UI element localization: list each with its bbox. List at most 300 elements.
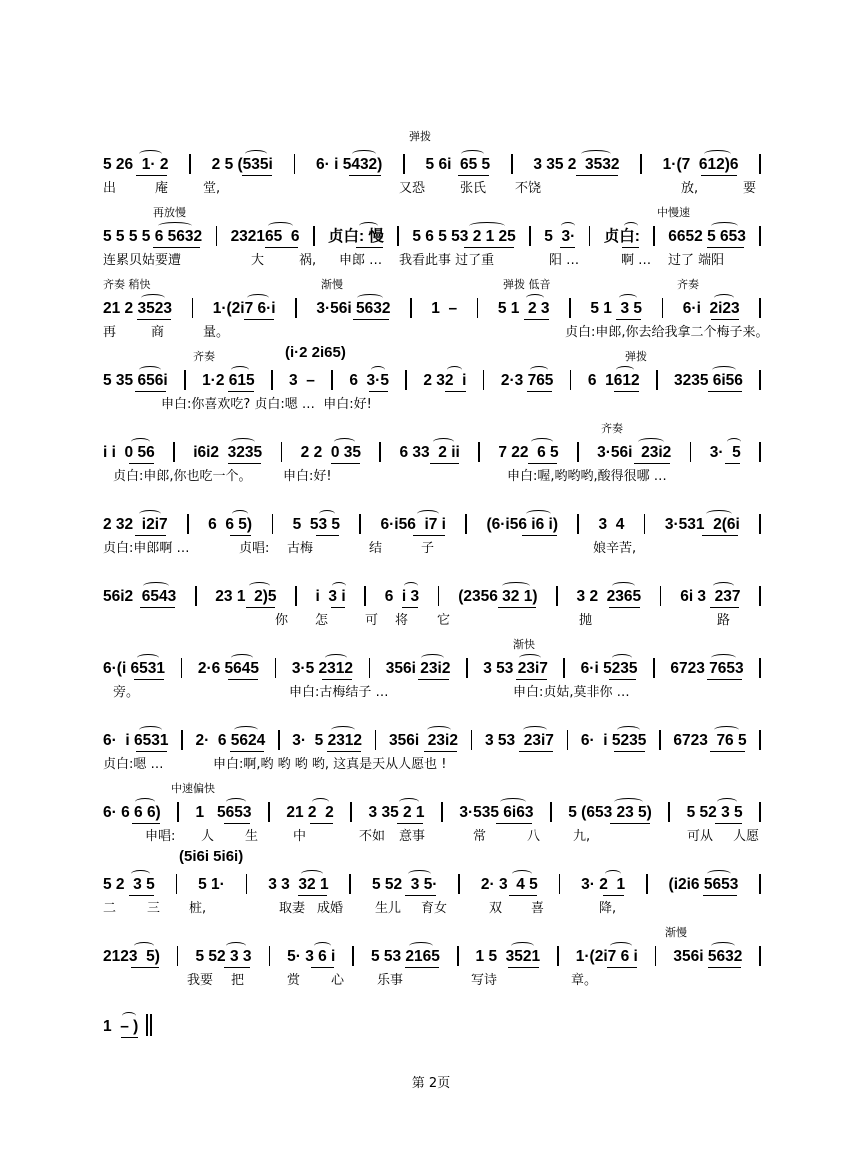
beat-underline [603,895,624,896]
slur-mark [331,726,355,734]
slur-mark [616,366,634,374]
notation-row [103,364,768,390]
measure: 5 53 2165 [370,948,440,965]
barline [359,514,361,534]
beat-underline [224,823,251,824]
beat-underline [710,607,739,608]
slur-mark [399,798,419,806]
lyrics-row [103,681,768,701]
barline [313,226,315,246]
barline [466,658,468,678]
barline [465,514,467,534]
performance-marking: 齐奏 [601,422,623,435]
beat-underline [244,319,274,320]
lyric-text: 贞白:申郎,你也吃一个。 [113,469,252,484]
lyric-text: 申白:你喜欢吃? 贞白:嗯 … 申白:好! [161,397,372,412]
beat-underline [424,751,457,752]
notation-row [103,940,768,966]
barline [410,298,412,318]
measure: 1 5653 [195,804,252,821]
measure: 5 5 5 5 6 5632 [103,228,203,245]
slur-mark [319,510,336,518]
score-line [103,130,768,208]
beat-underline [230,751,264,752]
slur-mark [408,870,431,878]
slur-mark [561,222,575,230]
measure: 5 (653 23 5) [568,804,652,821]
lyric-text: 抛 [579,613,593,628]
measure: 2·6 5645 [197,660,260,677]
slur-mark [231,654,252,662]
measure: 5 35 656i [103,372,168,389]
slur-mark [131,438,149,446]
lyric-text: 申白:古梅结子 … [289,685,389,700]
beat-underline [369,391,388,392]
beat-underline [310,823,333,824]
lyric-text: 放, [681,181,699,196]
measure: 3· 2 1 [581,876,626,893]
measure: 3·5 2312 [291,660,354,677]
score-line [103,580,768,640]
slur-mark [226,798,246,806]
barline [646,874,648,894]
beat-underline [516,679,547,680]
lyric-text: 不饶 [515,181,542,196]
barline [550,802,552,822]
lyric-text: 出 [103,181,117,196]
lyric-text: 堂, [203,181,221,196]
notation-row [103,580,768,606]
slur-mark [447,366,462,374]
measure: (2356 32 1) [458,588,538,605]
slur-mark [614,798,643,806]
barline [569,298,571,318]
slur-mark [706,510,732,518]
lyric-text: 啊 … [621,253,652,268]
beat-underline [522,535,556,536]
beat-underline [129,463,154,464]
beat-underline [708,967,741,968]
performance-marking: 中速偏快 [171,782,215,795]
slur-mark [134,942,154,950]
measure: 356i 23i2 [389,732,458,749]
measure: 23 1 2)5 [215,588,277,605]
lyric-text: 贞白:嗯 … [103,757,164,772]
measure: 3· 5 [709,444,741,461]
lyric-text: 降, [599,901,617,916]
barline [471,730,473,750]
slur-mark [612,654,632,662]
performance-marking: (5i6i 5i6i) [179,848,244,865]
beat-underline [246,607,275,608]
beat-underline [634,463,670,464]
lyric-text: 桩, [189,901,207,916]
barline [660,586,662,606]
beat-underline [711,319,738,320]
lyric-text: 申白:啊,哟 哟 哟 哟, 这真是天从人愿也 ! [213,757,447,772]
lyric-text: 可从 [687,829,714,844]
slur-mark [714,726,740,734]
measure: 3 53 23i7 [483,660,548,677]
lyric-text: 赏 [287,973,301,988]
lyric-text: 申郎 … [339,253,383,268]
measure: 3 53 23i7 [484,732,554,749]
barline [403,154,405,174]
slur-mark [143,582,169,590]
lyric-text: 申唱: [145,829,176,844]
slur-mark [523,726,547,734]
lyric-text: 我看此事 过了重 [399,253,495,268]
beat-underline [430,463,459,464]
slur-mark [712,366,736,374]
barline [294,154,296,174]
lyrics-row [103,393,768,413]
measure: 6i 3 237 [680,588,741,605]
slur-mark [433,438,454,446]
lyric-text: 人愿 [733,829,760,844]
slur-mark [332,582,346,590]
slur-mark [526,510,551,518]
measure: 5 52 3 3 [195,948,252,965]
slur-mark [526,294,544,302]
measure: 3 35 2 3532 [533,156,620,173]
measure: 1·(2i7 6 i [575,948,638,965]
slur-mark [404,582,418,590]
slur-mark [135,798,155,806]
measure: 6723 7653 [670,660,744,677]
measure: 2· 3 4 5 [480,876,538,893]
beat-underline [418,679,449,680]
final-barline [146,1014,148,1036]
beat-underline [131,967,158,968]
barline [441,802,443,822]
lyric-text: 可 [365,613,379,628]
measure: 6 1612 [587,372,640,389]
measure: 7 22 6 5 [498,444,559,461]
slur-mark [707,870,731,878]
slur-mark [581,150,611,158]
barline [640,154,642,174]
lyric-text: 心 [331,973,345,988]
measure: 6· 6 6 6) [103,804,161,821]
slur-mark [511,942,534,950]
slur-mark [530,366,548,374]
measure: 3 2 2365 [576,588,642,605]
measure: 6 33 2 ii [399,444,460,461]
performance-marking: 再放慢 [153,206,186,219]
measure: 2 2 0 35 [300,444,361,461]
barline [759,874,761,894]
measure: 3·56i 23i2 [597,444,672,461]
beat-underline [458,175,489,176]
slur-mark [469,222,505,230]
barline [275,658,277,678]
barline [278,730,280,750]
lyrics-row [103,465,768,485]
beat-underline [405,967,438,968]
measure: 3 35 2 1 [368,804,425,821]
performance-marking: 齐奏 [193,350,215,363]
slur-mark [417,510,440,518]
slur-mark [619,294,637,302]
beat-underline [614,751,645,752]
performance-marking: 弹拨 [625,350,647,363]
slur-mark [502,582,530,590]
measure: 1·(7 612)6 [662,156,739,173]
barline [759,730,761,750]
measure: 2 32 i2i7 [103,516,168,533]
measure: 3· 5 2312 [292,732,363,749]
slur-mark [359,222,379,230]
lyric-text: 祸, [299,253,317,268]
lyric-text: 生儿 [375,901,402,916]
beat-underline [136,751,167,752]
beat-underline [230,535,251,536]
lyric-text: 取妻 [279,901,306,916]
measure: 56i2 6543 [103,588,177,605]
lyric-text: 把 [231,973,245,988]
lyric-text: 写诗 [471,973,498,988]
lyric-text: 再 [103,325,117,340]
lyric-text: 喜 [531,901,545,916]
beat-underline [528,463,557,464]
slur-mark [409,942,433,950]
lyric-text: 量。 [203,325,230,340]
beat-underline [614,391,639,392]
slur-mark [141,294,165,302]
measure: 6·i 2i23 [682,300,740,317]
barline [272,514,274,534]
lyrics-row [103,537,768,557]
beat-underline [311,967,334,968]
slur-mark [301,870,322,878]
beat-underline [356,247,383,248]
measure: 21 2 3523 [103,300,172,317]
slur-mark [531,438,552,446]
beat-underline [707,679,742,680]
measure: 1·(2i7 6·i [212,300,276,317]
barline [759,514,761,534]
lyric-text: 又恐 [399,181,426,196]
beat-underline [136,175,167,176]
measure: 6 3·5 [349,372,389,389]
beat-underline [708,391,741,392]
lyric-text: 不如 [359,829,386,844]
barline [556,586,558,606]
measure: 3·531 2(6i [664,516,740,533]
beat-underline [327,751,361,752]
measure: 3235 6i56 [673,372,743,389]
beat-underline [496,823,532,824]
performance-marking: 中慢速 [657,206,690,219]
lyric-text: 路 [717,613,731,628]
barline [655,946,657,966]
lyric-text: 贞白:申郎啊 … [103,541,190,556]
barline [529,226,531,246]
lyric-text: 九, [573,829,591,844]
slur-mark [519,654,542,662]
slur-mark [371,366,385,374]
measure: 3 3 32 1 [268,876,329,893]
measure: 5 52 3 5· [371,876,438,893]
barline [281,442,283,462]
measure: 6 i 3 [384,588,420,605]
beat-underline [405,895,436,896]
lyric-text: 娘辛苦, [593,541,637,556]
performance-marking: 弹拨 低音 [503,278,551,291]
barline [269,946,271,966]
slur-mark [617,726,640,734]
notation-row [103,796,768,822]
barline [405,370,407,390]
measure: 232165 6 [230,228,300,245]
lyrics-row [103,1039,768,1059]
slur-mark [131,870,149,878]
barline [644,514,646,534]
beat-underline [707,247,744,248]
barline [375,730,377,750]
measure: 5 1 2 3 [497,300,550,317]
slur-mark [139,510,162,518]
barline [184,370,186,390]
beat-underline [316,535,339,536]
lyrics-row [103,321,768,341]
beat-underline [331,463,360,464]
slur-mark [312,798,329,806]
slur-mark [234,726,258,734]
beat-underline [228,391,253,392]
measure: 6·i56 i7 i [380,516,446,533]
barline [352,946,354,966]
slur-mark [139,366,162,374]
slur-mark [612,582,635,590]
beat-underline [464,247,514,248]
barline [176,874,178,894]
beat-underline [576,175,617,176]
lyric-text: 生 [245,829,259,844]
measure: 21 2 2 [286,804,334,821]
measure: 5· 3 6 i [287,948,336,965]
beat-underline [609,607,640,608]
performance-marking: 齐奏 稍快 [103,278,151,291]
slur-mark [352,150,375,158]
score-line [103,1010,768,1070]
measure: 5 6i 65 5 [425,156,491,173]
measure: i 3 i [315,588,346,605]
score-line [103,206,768,280]
barline [759,802,761,822]
slur-mark [427,726,451,734]
barline [759,154,761,174]
measure: (i2i6 5653 [668,876,739,893]
lyric-text: 二 [103,901,117,916]
measure: 3·56i 5632 [316,300,391,317]
slur-mark [512,870,532,878]
lyric-text: 古梅 [287,541,314,556]
measure: 5 2 3 5 [103,876,155,893]
measure: 2123 5) [103,948,160,965]
beat-underline [609,679,636,680]
performance-marking: (i·2 2i65) [285,344,346,361]
barline [570,370,572,390]
slur-mark [605,870,620,878]
beat-underline [228,679,257,680]
barline [268,802,270,822]
slur-mark [139,726,162,734]
lyric-text: 旁。 [113,685,140,700]
page-number: 第 2页 [411,1076,451,1091]
performance-marking: 渐快 [513,638,535,651]
beat-underline [519,751,552,752]
score-line [103,344,768,424]
notation-row [103,1010,768,1036]
barline [483,370,485,390]
lyrics-row [103,969,768,989]
beat-underline [397,823,424,824]
lyric-text: 成婚 [317,901,344,916]
measure: 6·i 5235 [580,660,638,677]
barline [216,226,218,246]
beat-underline [524,319,549,320]
barline [295,298,297,318]
measure: 5 1· [198,876,225,893]
beat-underline [616,319,641,320]
barline [369,658,371,678]
performance-marking: 弹拨 [409,130,431,143]
barline [577,442,579,462]
barline [195,586,197,606]
barline [577,514,579,534]
lyric-text: 申白:喔,哟哟哟,酸得很哪 … [507,469,667,484]
slur-mark [714,294,734,302]
slur-mark [727,438,741,446]
slur-mark [638,438,664,446]
measure: 6· i 5432) [316,156,383,173]
performance-marking: 齐奏 [677,278,699,291]
beat-underline [701,175,737,176]
measure: 5 52 3 5 [686,804,743,821]
barline [349,874,351,894]
beat-underline [527,391,552,392]
measure: 5 6 5 53 2 1 25 [412,228,516,245]
lyric-text: 庵 [155,181,169,196]
lyrics-row [103,897,768,917]
lyric-text: 贞白:申郎,你去给我拿二个梅子来。 [565,325,769,340]
measure: 5 1 3 5 [590,300,643,317]
barline [759,658,761,678]
lyric-text: 三 [147,901,161,916]
beat-underline [413,535,444,536]
barline [397,226,399,246]
notation-row [103,868,768,894]
barline [192,298,194,318]
lyric-text: 乐事 [377,973,404,988]
notation-row [103,148,768,174]
slur-mark [232,510,247,518]
lyric-text: 你 [275,613,289,628]
barline [759,442,761,462]
lyrics-row [103,177,768,197]
beat-underline [703,895,737,896]
measure: 2· 6 5624 [195,732,266,749]
score-line [103,848,768,928]
barline [177,946,179,966]
beat-underline [710,751,745,752]
measure: 1·2 615 [202,372,255,389]
lyrics-row [103,249,768,269]
slur-mark [268,222,292,230]
score-line [103,724,768,784]
